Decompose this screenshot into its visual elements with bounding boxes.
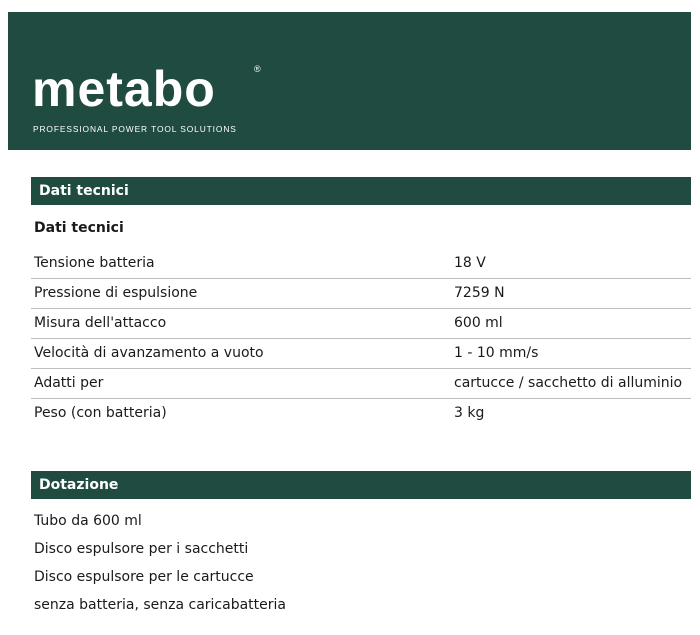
brand-tagline: PROFESSIONAL POWER TOOL SOLUTIONS (33, 124, 237, 134)
spec-row (31, 309, 691, 339)
equipment-item: senza batteria, senza caricabatteria (34, 597, 286, 613)
equipment-list (34, 507, 286, 619)
spec-value: 3 kg (454, 405, 485, 421)
spec-label: Pressione di espulsione (34, 285, 198, 301)
spec-row (31, 399, 691, 428)
spec-value: 1 - 10 mm/s (454, 345, 539, 361)
spec-value: cartucce / sacchetto di alluminio (454, 375, 683, 391)
equipment-section-header: Dotazione (31, 471, 691, 499)
spec-value: 600 ml (454, 315, 503, 331)
spec-label: Misura dell'attacco (34, 315, 167, 331)
registered-mark: ® (254, 64, 261, 74)
spec-row (31, 339, 691, 369)
specs-subheading: Dati tecnici (34, 220, 124, 236)
specs-table (31, 249, 691, 428)
equipment-item: Disco espulsore per le cartucce (34, 569, 254, 585)
spec-label: Peso (con batteria) (34, 405, 167, 421)
spec-row (31, 249, 691, 279)
spec-label: Velocità di avanzamento a vuoto (34, 345, 264, 361)
brand-header (8, 12, 691, 150)
equipment-item: Disco espulsore per i sacchetti (34, 541, 249, 557)
equipment-item: Tubo da 600 ml (34, 513, 142, 529)
spec-value: 18 V (454, 255, 486, 271)
spec-value: 7259 N (454, 285, 505, 301)
brand-logo: metabo (32, 61, 216, 117)
spec-label: Tensione batteria (34, 255, 155, 271)
specs-section-header: Dati tecnici (31, 177, 691, 205)
spec-row (31, 279, 691, 309)
spec-label: Adatti per (34, 375, 104, 391)
spec-row (31, 369, 691, 399)
